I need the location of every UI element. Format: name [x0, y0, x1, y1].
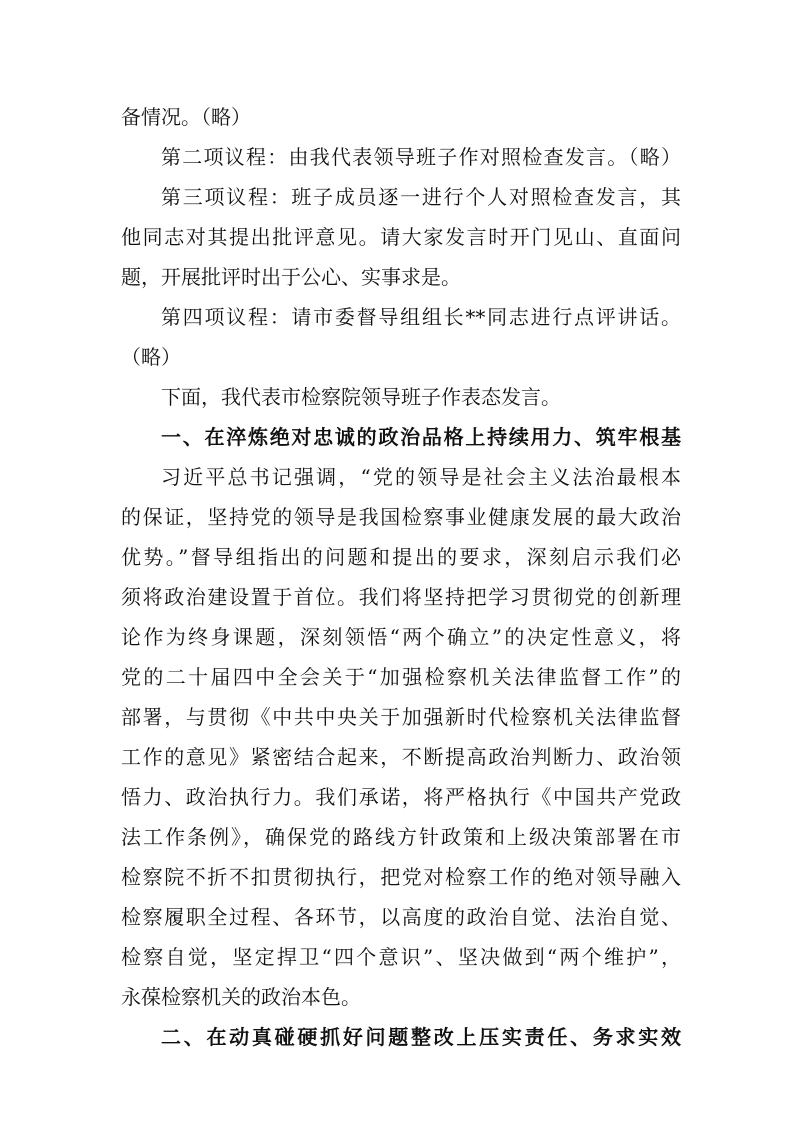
section-heading: 二、在动真碰硬抓好问题整改上压实责任、务求实效 [161, 1025, 681, 1049]
paragraph-line: 第三项议程：班子成员逐一进行个人对照检查发言，其 [161, 185, 681, 209]
section-heading: 一、在淬炼绝对忠诚的政治品格上持续用力、筑牢根基 [161, 425, 681, 449]
paragraph-line: 悟力、政治执行力。我们承诺，将严格执行《中国共产党政 [121, 785, 681, 809]
paragraph-line: 的保证，坚持党的领导是我国检察事业健康发展的最大政治 [121, 505, 681, 529]
paragraph-line: 下面，我代表市检察院领导班子作表态发言。 [161, 385, 561, 409]
paragraph-line: 第四项议程：请市委督导组组长**同志进行点评讲话。 [161, 305, 681, 329]
paragraph-line: 题，开展批评时出于公心、实事求是。 [121, 265, 461, 289]
paragraph-line: 备情况。（略） [121, 105, 251, 129]
paragraph-line: （略） [121, 345, 181, 369]
paragraph-line: 第二项议程：由我代表领导班子作对照检查发言。（略） [161, 145, 681, 169]
paragraph-line: 部署，与贯彻《中共中央关于加强新时代检察机关法律监督 [121, 705, 681, 729]
paragraph-line: 他同志对其提出批评意见。请大家发言时开门见山、直面问 [121, 225, 681, 249]
paragraph-line: 法工作条例》，确保党的路线方针政策和上级决策部署在市 [121, 825, 681, 849]
paragraph-line: 检察履职全过程、各环节，以高度的政治自觉、法治自觉、 [121, 905, 681, 929]
paragraph-line: 检察自觉，坚定捍卫“四个意识”、坚决做到“两个维护”， [121, 945, 681, 969]
paragraph-line: 党的二十届四中全会关于“加强检察机关法律监督工作”的 [121, 665, 681, 689]
paragraph-line: 优势。”督导组指出的问题和提出的要求，深刻启示我们必 [121, 545, 681, 569]
paragraph-line: 检察院不折不扣贯彻执行，把党对检察工作的绝对领导融入 [121, 865, 681, 889]
paragraph-line: 永葆检察机关的政治本色。 [121, 985, 361, 1009]
paragraph-line: 工作的意见》紧密结合起来，不断提高政治判断力、政治领 [121, 745, 681, 769]
paragraph-line: 习近平总书记强调，“党的领导是社会主义法治最根本 [161, 465, 681, 489]
paragraph-line: 论作为终身课题，深刻领悟“两个确立”的决定性意义，将 [121, 625, 681, 649]
paragraph-line: 须将政治建设置于首位。我们将坚持把学习贯彻党的创新理 [121, 585, 681, 609]
